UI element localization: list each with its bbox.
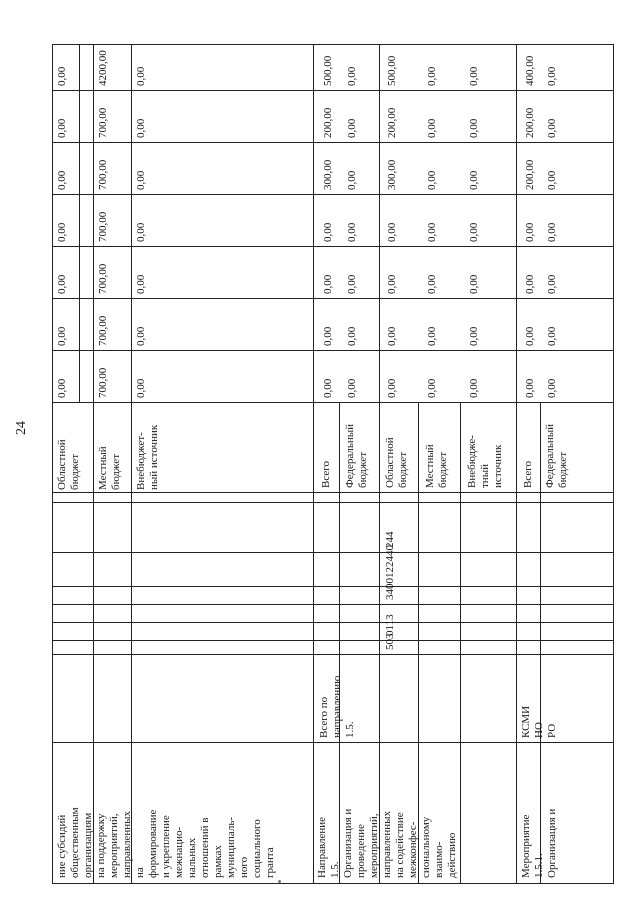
column-divider [52, 246, 614, 247]
direction-value: 0,00 [346, 378, 358, 398]
direction-value: 0,00 [468, 326, 480, 346]
row-top-value: 0,00 [56, 326, 68, 346]
direction-value: 0,00 [468, 274, 480, 294]
row-top-value: 0,00 [135, 222, 147, 242]
column-divider [52, 90, 614, 91]
direction-value: 0,00 [468, 170, 480, 190]
direction-value: 0,00 [346, 222, 358, 242]
direction-value: 0,00 [386, 222, 398, 242]
direction-source-label-line: Всего [320, 461, 332, 488]
event-value: 400,00 [524, 55, 536, 86]
row-top-value: 0,00 [56, 222, 68, 242]
row-divider [460, 402, 461, 884]
column-divider [52, 604, 614, 605]
row-top-description-line: межнацио- [173, 826, 185, 878]
event-value: 0,00 [524, 378, 536, 398]
event-source-label-line: Федеральный [544, 423, 556, 488]
column-divider [52, 552, 614, 553]
event-value: 0,00 [524, 326, 536, 346]
event-value: 0,00 [546, 274, 558, 294]
direction-source-label-line: Внебюдже- [466, 435, 478, 488]
direction-value: 300,00 [322, 159, 334, 190]
column-divider [52, 640, 614, 641]
row-top-source-label [97, 446, 123, 490]
row-divider [313, 44, 314, 884]
direction-value: 0,00 [346, 274, 358, 294]
row-divider [131, 44, 132, 884]
row-top-description-line: и укрепление [160, 815, 172, 878]
row-top-value: 700,00 [97, 263, 109, 294]
direction-description-line: взаимо- [433, 841, 445, 878]
row-top-value: 0,00 [135, 170, 147, 190]
row-top-value: 0,00 [135, 66, 147, 86]
column-divider [52, 194, 614, 195]
direction-value: 300,00 [386, 159, 398, 190]
direction-value: 0,00 [426, 170, 438, 190]
direction-value: 0,00 [322, 222, 334, 242]
direction-value: 0,00 [426, 118, 438, 138]
column-divider [52, 298, 614, 299]
row-top-source-label [135, 425, 161, 490]
direction-executor-line: Всего по [318, 696, 330, 738]
column-divider [52, 350, 614, 351]
direction-description-line: действию [446, 832, 458, 878]
event-value: 200,00 [524, 107, 536, 138]
row-top-source-label-line: Местный [97, 446, 109, 490]
direction-source-label [320, 461, 333, 488]
event-executor [520, 706, 559, 738]
direction-value: 0,00 [322, 326, 334, 346]
event-description-line: Организация и [546, 808, 558, 878]
direction-source-label-line: тный [479, 464, 491, 488]
direction-value: 200,00 [386, 107, 398, 138]
row-top-description-line: формирование [147, 809, 159, 878]
row-top-value: 0,00 [56, 378, 68, 398]
row-top-value: 700,00 [97, 367, 109, 398]
event-value: 200,00 [524, 159, 536, 190]
direction-value: 0,00 [426, 274, 438, 294]
event-value: 0,00 [546, 326, 558, 346]
direction-source-label-line: Федеральный [344, 423, 356, 488]
column-divider [52, 142, 614, 143]
row-top-source-label-line: ный источник [148, 424, 160, 490]
direction-source-label-line: Местный [424, 444, 436, 488]
row-top-value: 0,00 [56, 118, 68, 138]
direction-value: 0,00 [386, 378, 398, 398]
row-top-source-label [56, 439, 82, 490]
row-top-value: 0,00 [56, 170, 68, 190]
direction-source-label [466, 435, 505, 488]
direction-value: 0,00 [426, 222, 438, 242]
direction-value: 0,00 [426, 326, 438, 346]
direction-value: 500,00 [322, 55, 334, 86]
direction-value: 0,00 [386, 326, 398, 346]
direction-description-line: Направление [316, 816, 328, 878]
column-divider [52, 502, 614, 503]
event-executor-line: НО [533, 722, 545, 738]
direction-value: 0,00 [346, 118, 358, 138]
event-source-label [544, 424, 570, 488]
code-csr: 3400122440 [384, 545, 396, 600]
direction-description-line: на содействие [394, 812, 406, 878]
column-divider [52, 586, 614, 587]
direction-value: 0,00 [468, 222, 480, 242]
row-top-description [56, 807, 277, 878]
direction-value: 200,00 [322, 107, 334, 138]
direction-description-line: сиональному [420, 816, 432, 878]
row-top-source-label-line: бюджет [69, 454, 81, 490]
direction-value: 0,00 [426, 66, 438, 86]
row-top-description-line: направленных [121, 811, 133, 878]
direction-description-line: 1.5. [329, 861, 341, 878]
direction-source-label-line: бюджет [437, 452, 449, 488]
direction-value: 0,00 [346, 170, 358, 190]
direction-description-line: проведение [355, 824, 367, 878]
row-top-source-label-line: Внебюджет- [135, 432, 147, 490]
direction-source-label [424, 444, 450, 488]
page-number: 24 [14, 421, 29, 435]
direction-executor [318, 676, 357, 738]
direction-value: 0,00 [386, 274, 398, 294]
column-divider [52, 402, 614, 403]
direction-executor-line: 1.5. [344, 721, 356, 738]
event-source-label-line: бюджет [557, 452, 569, 488]
code-grbs: 503 [384, 633, 396, 650]
event-description-line: Мероприятие [520, 814, 532, 878]
column-divider [52, 492, 614, 493]
event-executor-line: РО [546, 723, 558, 738]
direction-source-label-line: источник [492, 444, 504, 488]
column-divider [52, 742, 614, 743]
direction-value: 0,00 [322, 378, 334, 398]
event-value: 0,00 [546, 170, 558, 190]
row-top-value: 700,00 [97, 107, 109, 138]
row-top-value: 0,00 [135, 378, 147, 398]
direction-source-label [344, 424, 370, 488]
row-top-source-label-line: Областной [56, 439, 68, 490]
row-top-description-line: гранта [264, 847, 276, 878]
direction-source-label-line: Областной [384, 437, 396, 488]
row-top-description-line: на поддержку [95, 813, 107, 878]
scan-speck [278, 880, 281, 883]
row-top-description-line: муниципаль- [225, 816, 237, 878]
row-divider [516, 44, 517, 884]
row-top-description-line: социального [251, 819, 263, 878]
row-top-value: 700,00 [97, 211, 109, 242]
event-executor-line: КСМИ [520, 705, 532, 738]
direction-description-line: мероприятий, [368, 813, 380, 878]
direction-description-line: направленных [381, 811, 393, 878]
direction-value: 0,00 [322, 274, 334, 294]
row-divider [379, 44, 380, 884]
direction-source-label [384, 437, 410, 488]
row-top-description-line: ного [238, 856, 250, 878]
direction-value: 0,00 [346, 66, 358, 86]
direction-description [316, 809, 459, 878]
row-top-description-line: отношений в [199, 817, 211, 878]
event-value: 0,00 [546, 118, 558, 138]
row-top-description-line: нальных [186, 837, 198, 878]
row-top-description-line: мероприятий, [108, 813, 120, 878]
row-divider [93, 44, 94, 884]
code-rzpr: 0113 [384, 614, 396, 636]
row-top-value: 4200,00 [97, 50, 109, 86]
direction-value: 500,00 [386, 55, 398, 86]
row-divider [79, 44, 80, 402]
direction-value: 0,00 [468, 118, 480, 138]
event-description-line: 1.5.1. [533, 853, 545, 878]
event-source-label-line: Всего [522, 461, 534, 488]
column-divider [52, 622, 614, 623]
event-value: 0,00 [546, 378, 558, 398]
direction-value: 0,00 [346, 326, 358, 346]
row-top-value: 0,00 [56, 274, 68, 294]
row-top-value: 0,00 [135, 118, 147, 138]
event-value: 0,00 [546, 66, 558, 86]
event-value: 0,00 [546, 222, 558, 242]
direction-value: 0,00 [468, 378, 480, 398]
direction-executor-line: направлению [331, 675, 343, 738]
event-value: 0,00 [524, 222, 536, 242]
row-top-description-line: общественным [69, 807, 81, 878]
event-description [520, 809, 559, 878]
row-top-description-line: на [134, 867, 146, 878]
direction-value: 0,00 [426, 378, 438, 398]
row-top-value: 700,00 [97, 159, 109, 190]
row-top-value: 0,00 [56, 66, 68, 86]
event-value: 0,00 [524, 274, 536, 294]
row-top-description-line: организациям [82, 812, 94, 878]
direction-value: 0,00 [468, 66, 480, 86]
direction-source-label-line: бюджет [397, 452, 409, 488]
row-top-value: 0,00 [135, 274, 147, 294]
row-top-source-label-line: бюджет [110, 454, 122, 490]
row-top-value: 700,00 [97, 315, 109, 346]
row-top-description-line: рамках [212, 845, 224, 878]
direction-source-label-line: бюджет [357, 452, 369, 488]
direction-description-line: Организация и [342, 808, 354, 878]
row-top-description-line: ние субсидий [56, 814, 68, 878]
direction-description-line: межконфес- [407, 821, 419, 878]
column-divider [52, 654, 614, 655]
row-top-value: 0,00 [135, 326, 147, 346]
event-source-label [522, 461, 535, 488]
code-vr: 244 [384, 531, 396, 548]
